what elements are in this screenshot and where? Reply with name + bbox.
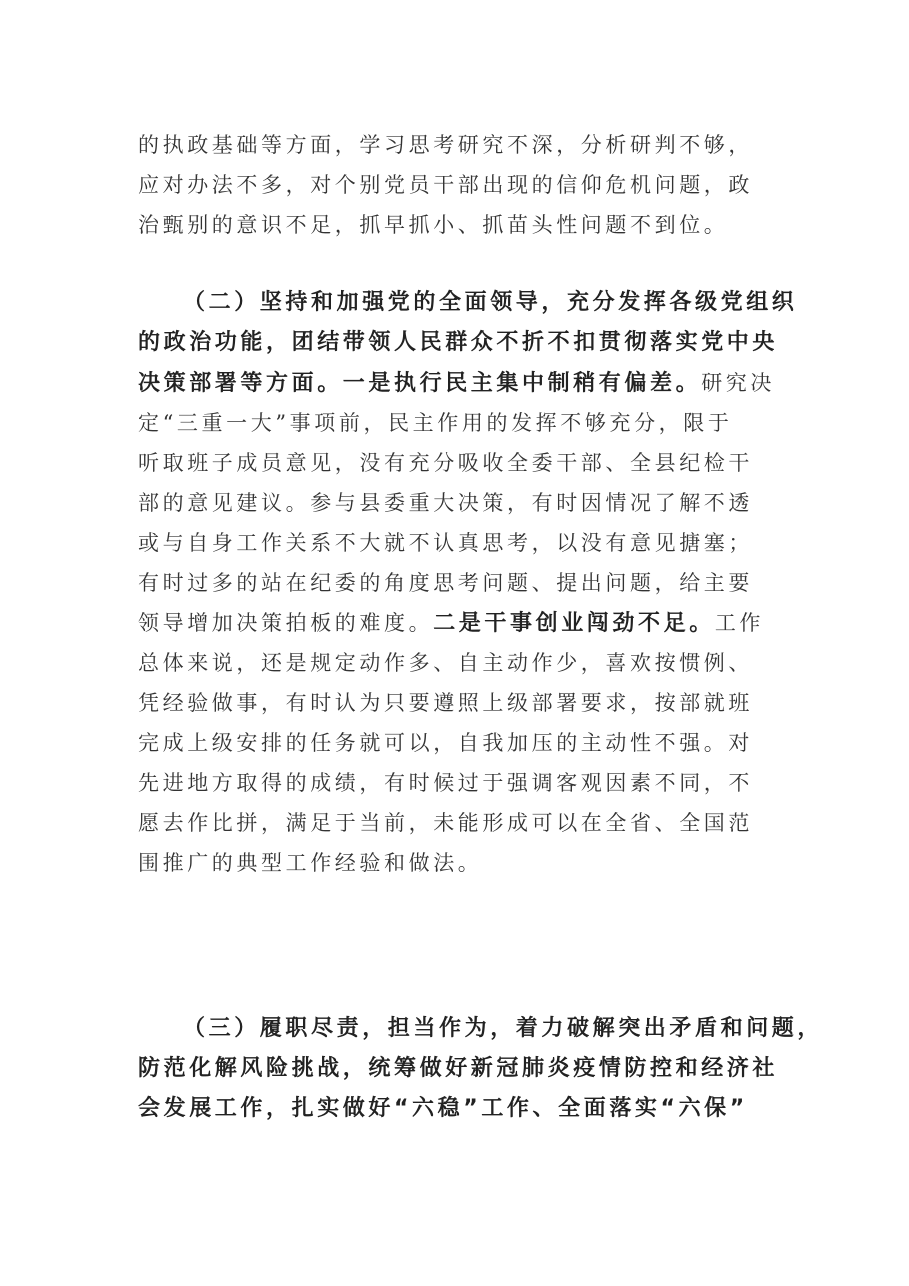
paragraph-1-line: 治甄别的意识不足，抓早抓小、抓苗头性问题不到位。 bbox=[138, 213, 729, 237]
paragraph-1-line: 应对办法不多，对个别党员干部出现的信仰危机问题，政 bbox=[138, 173, 753, 197]
section-heading-3: （三）履职尽责，担当作为，着力破解突出矛盾和问题， bbox=[183, 1016, 824, 1041]
paragraph-2-line: 先进地方取得的成绩，有时候过于强调客观因素不同，不 bbox=[138, 771, 753, 795]
paragraph-2-line: 定“三重一大”事项前，民主作用的发挥不够充分，限于 bbox=[138, 411, 733, 435]
paragraph-3 bbox=[138, 1009, 824, 1129]
section-heading-2: （二）坚持和加强党的全面领导，充分发挥各级党组织 bbox=[183, 290, 798, 315]
paragraph-2-text: 工作 bbox=[714, 611, 765, 635]
point-one-heading: 决策部署等方面。一是执行民主集中制稍有偏差。 bbox=[138, 371, 702, 396]
paragraph-2-line: 围推广的典型工作经验和做法。 bbox=[138, 851, 483, 875]
paragraph-1-line: 的执政基础等方面，学习思考研究不深，分析研判不够， bbox=[138, 133, 753, 157]
paragraph-2-line: 愿去作比拼，满足于当前，未能形成可以在全省、全国范 bbox=[138, 811, 753, 835]
paragraph-2-line: 有时过多的站在纪委的角度思考问题、提出问题，给主要 bbox=[138, 571, 753, 595]
paragraph-2-line bbox=[138, 363, 778, 403]
paragraph-1 bbox=[138, 125, 778, 245]
paragraph-2-line: 听取班子成员意见，没有充分吸收全委干部、全县纪检干 bbox=[138, 451, 753, 475]
paragraph-2-line bbox=[138, 603, 778, 643]
section-heading-3-cont: 防范化解风险挑战，统筹做好新冠肺炎疫情防控和经济社 bbox=[138, 1056, 779, 1081]
point-two-heading: 二是干事创业闯劲不足。 bbox=[433, 611, 715, 636]
paragraph-2-line: 总体来说，还是规定动作多、自主动作少，喜欢按惯例、 bbox=[138, 651, 753, 675]
paragraph-2-line: 完成上级安排的任务就可以，自我加压的主动性不强。对 bbox=[138, 731, 753, 755]
section-heading-3-cont: 会发展工作，扎实做好“六稳”工作、全面落实“六保” bbox=[138, 1096, 748, 1121]
paragraph-2 bbox=[138, 283, 798, 883]
section-heading-2-cont: 的政治功能，团结带领人民群众不折不扣贯彻落实党中央 bbox=[138, 330, 779, 355]
paragraph-2-line: 部的意见建议。参与县委重大决策，有时因情况了解不透 bbox=[138, 491, 753, 515]
paragraph-2-line: 凭经验做事，有时认为只要遵照上级部署要求，按部就班 bbox=[138, 691, 753, 715]
paragraph-2-line: 或与自身工作关系不大就不认真思考，以没有意见搪塞； bbox=[138, 531, 753, 555]
paragraph-2-text: 研究决 bbox=[701, 371, 776, 395]
paragraph-2-text: 领导增加决策拍板的难度。 bbox=[138, 611, 434, 635]
